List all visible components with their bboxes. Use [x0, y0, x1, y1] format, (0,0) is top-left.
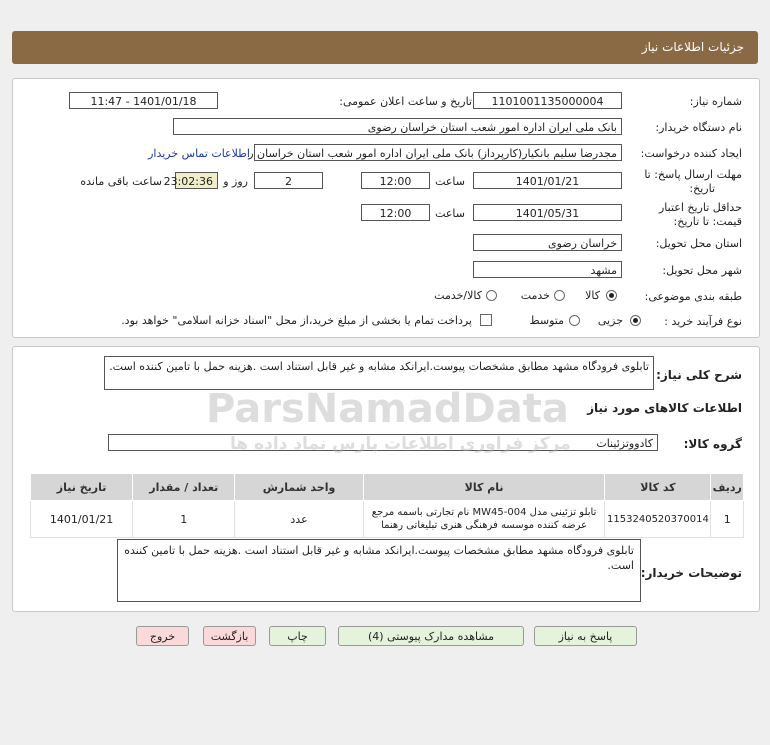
- deadline-label-2: تاریخ:: [689, 182, 715, 195]
- cell-row: 1: [711, 501, 744, 538]
- process-medium-label: متوسط: [529, 314, 564, 327]
- payment-note: پرداخت تمام یا بخشی از مبلغ خرید،از محل "اسناد خزانه اسلامی" خواهد بود.: [121, 314, 472, 327]
- validity-time-label: ساعت: [435, 207, 465, 220]
- announce-field: 1401/01/18 - 11:47: [69, 92, 218, 109]
- remaining-label: ساعت باقی مانده: [80, 175, 162, 188]
- cell-date: 1401/01/21: [31, 501, 133, 538]
- days-field: 2: [254, 172, 323, 189]
- table-row: [31, 501, 744, 538]
- category-goods-radio[interactable]: [606, 290, 617, 301]
- goods-group-label: گروه کالا:: [683, 437, 742, 451]
- city-field: مشهد: [473, 261, 622, 278]
- goods-table: [30, 473, 744, 538]
- category-service-radio[interactable]: [554, 290, 565, 301]
- category-goods-service-label: کالا/خدمت: [434, 289, 482, 302]
- process-minor-label: جزیی: [597, 314, 623, 327]
- col-qty-header: تعداد / مقدار: [133, 474, 235, 501]
- cell-unit: عدد: [235, 501, 363, 538]
- buyer-notes-text: تابلوی فرودگاه مشهد مطابق مشخصات پیوست.ایرانکد مشابه و غیر قابل استناد است .هزینه حمل با تامین کننده است.: [124, 544, 634, 572]
- cell-name: تابلو تزئینی مدل MW45-004 نام تجارتی باسمه مرجع عرضه کننده موسسه فرهنگی هنری تبلیغاتی رهنما: [363, 501, 605, 538]
- description-text: تابلوی فرودگاه مشهد مطابق مشخصات پیوست.ایرانکد مشابه و غیر قابل استناد است .هزینه حمل با تامین کننده است.: [109, 360, 649, 373]
- buyer-org-field: بانک ملی ایران اداره امور شعب استان خراسان رضوی: [173, 118, 622, 135]
- col-unit-header: واحد شمارش: [235, 474, 363, 501]
- days-label: روز و: [223, 175, 248, 188]
- process-minor-radio[interactable]: [630, 315, 641, 326]
- col-date-header: تاریخ نیاز: [31, 474, 133, 501]
- description-label: شرح کلی نیاز:: [656, 368, 742, 382]
- validity-label-1: حداقل تاریخ اعتبار: [658, 201, 742, 214]
- watermark-sub: مرکز فراوری اطلاعات پارس نماد داده ها: [230, 434, 571, 454]
- treasury-payment-checkbox[interactable]: [480, 314, 492, 326]
- goods-group-field: کادووتزئینات: [108, 434, 658, 451]
- buyer-org-label: نام دستگاه خریدار:: [655, 121, 742, 134]
- page-title: جزئیات اطلاعات نیاز: [641, 40, 744, 54]
- reply-button[interactable]: پاسخ به نیاز: [534, 626, 637, 646]
- goods-info-title: اطلاعات کالاهای مورد نیاز: [587, 401, 742, 415]
- col-row-header: ردیف: [711, 474, 744, 501]
- remaining-time-field: 23:02:36: [175, 172, 218, 189]
- back-button[interactable]: بازگشت: [203, 626, 256, 646]
- col-code-header: کد کالا: [605, 474, 711, 501]
- deadline-label-1: مهلت ارسال پاسخ: تا: [644, 168, 742, 181]
- page-header: [12, 31, 758, 64]
- col-name-header: نام کالا: [363, 474, 605, 501]
- exit-button[interactable]: خروج: [136, 626, 189, 646]
- announce-label: تاریخ و ساعت اعلان عمومی:: [339, 95, 472, 108]
- table-header-row: [31, 474, 744, 501]
- buyer-notes-box: [117, 539, 641, 602]
- process-label: نوع فرآیند خرید :: [664, 315, 742, 328]
- city-label: شهر محل تحویل:: [662, 264, 742, 277]
- process-medium-radio[interactable]: [569, 315, 580, 326]
- validity-label-2: قیمت: تا تاریخ:: [673, 215, 742, 228]
- province-label: استان محل تحویل:: [655, 237, 742, 250]
- category-service-label: خدمت: [520, 289, 550, 302]
- deadline-date-field: 1401/01/21: [473, 172, 622, 189]
- cell-code: 1153240520370014: [605, 501, 711, 538]
- watermark-main: ParsNamadData: [206, 386, 569, 432]
- contact-buyer-link[interactable]: اطلاعات تماس خریدار: [148, 147, 250, 160]
- print-button[interactable]: چاپ: [269, 626, 326, 646]
- province-field: خراسان رضوی: [473, 234, 622, 251]
- requester-label: ایجاد کننده درخواست:: [640, 147, 742, 160]
- need-number-field: 1101001135000004: [473, 92, 622, 109]
- requester-field: مجدرضا سلیم بانکیار(کارپرداز) بانک ملی ایران اداره امور شعب استان خراسان ر: [254, 144, 622, 161]
- cell-qty: 1: [133, 501, 235, 538]
- deadline-time-field: 12:00: [361, 172, 430, 189]
- need-number-label: شماره نیاز:: [689, 95, 742, 108]
- validity-time-field: 12:00: [361, 204, 430, 221]
- description-box: [104, 356, 654, 390]
- category-label: طبقه بندی موضوعی:: [644, 290, 742, 303]
- category-goods-service-radio[interactable]: [486, 290, 497, 301]
- category-goods-label: کالا: [585, 289, 600, 302]
- buyer-notes-label: توضیحات خریدار:: [640, 566, 742, 580]
- validity-date-field: 1401/05/31: [473, 204, 622, 221]
- attachments-button[interactable]: مشاهده مدارک پیوستی (4): [338, 626, 524, 646]
- deadline-time-label: ساعت: [435, 175, 465, 188]
